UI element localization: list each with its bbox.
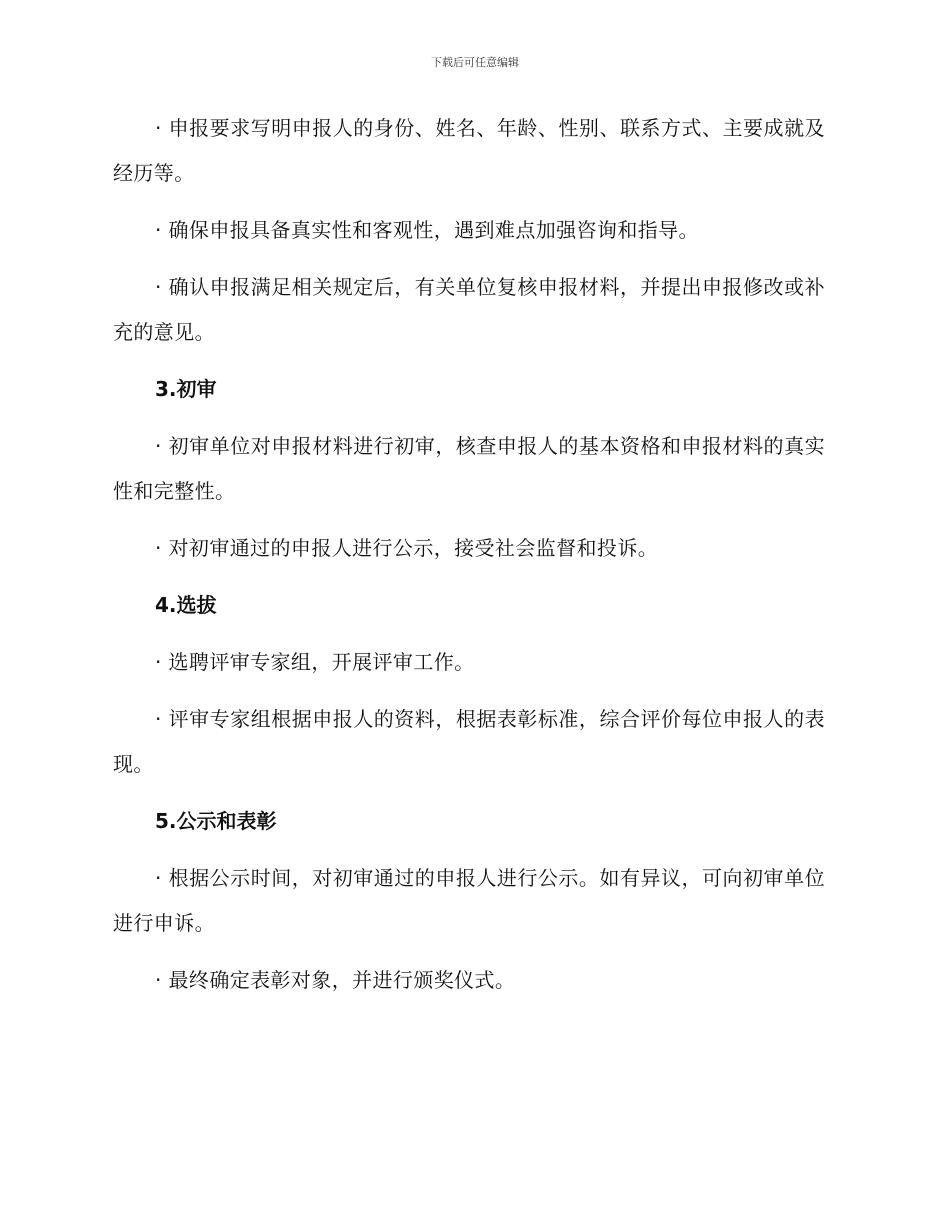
paragraph: · 最终确定表彰对象，并进行颁奖仪式。	[155, 968, 516, 992]
paragraph: · 申报要求写明申报人的身份、姓名、年龄、性别、联系方式、主要成就及经历等。	[113, 116, 825, 185]
paragraph: · 确认申报满足相关规定后，有关单位复核申报材料，并提出申报修改或补充的意见。	[113, 275, 825, 344]
paragraph: · 确保申报具备真实性和客观性，遇到难点加强咨询和指导。	[155, 218, 699, 242]
document-body	[113, 106, 825, 1015]
paragraph: · 选聘评审专家组，开展评审工作。	[155, 650, 475, 674]
section-heading: 4.选拔	[155, 593, 217, 617]
paragraph: · 初审单位对申报材料进行初审，核查申报人的基本资格和申报材料的真实性和完整性。	[113, 434, 825, 503]
paragraph: · 评审专家组根据申报人的资料，根据表彰标准，综合评价每位申报人的表现。	[113, 707, 825, 776]
section-heading: 3.初审	[155, 377, 217, 401]
page-header: 下载后可任意编辑	[431, 56, 519, 69]
paragraph: · 对初审通过的申报人进行公示，接受社会监督和投诉。	[155, 536, 659, 560]
section-heading: 5.公示和表彰	[155, 809, 277, 833]
paragraph: · 根据公示时间，对初审通过的申报人进行公示。如有异议，可向初审单位进行申诉。	[113, 866, 825, 935]
